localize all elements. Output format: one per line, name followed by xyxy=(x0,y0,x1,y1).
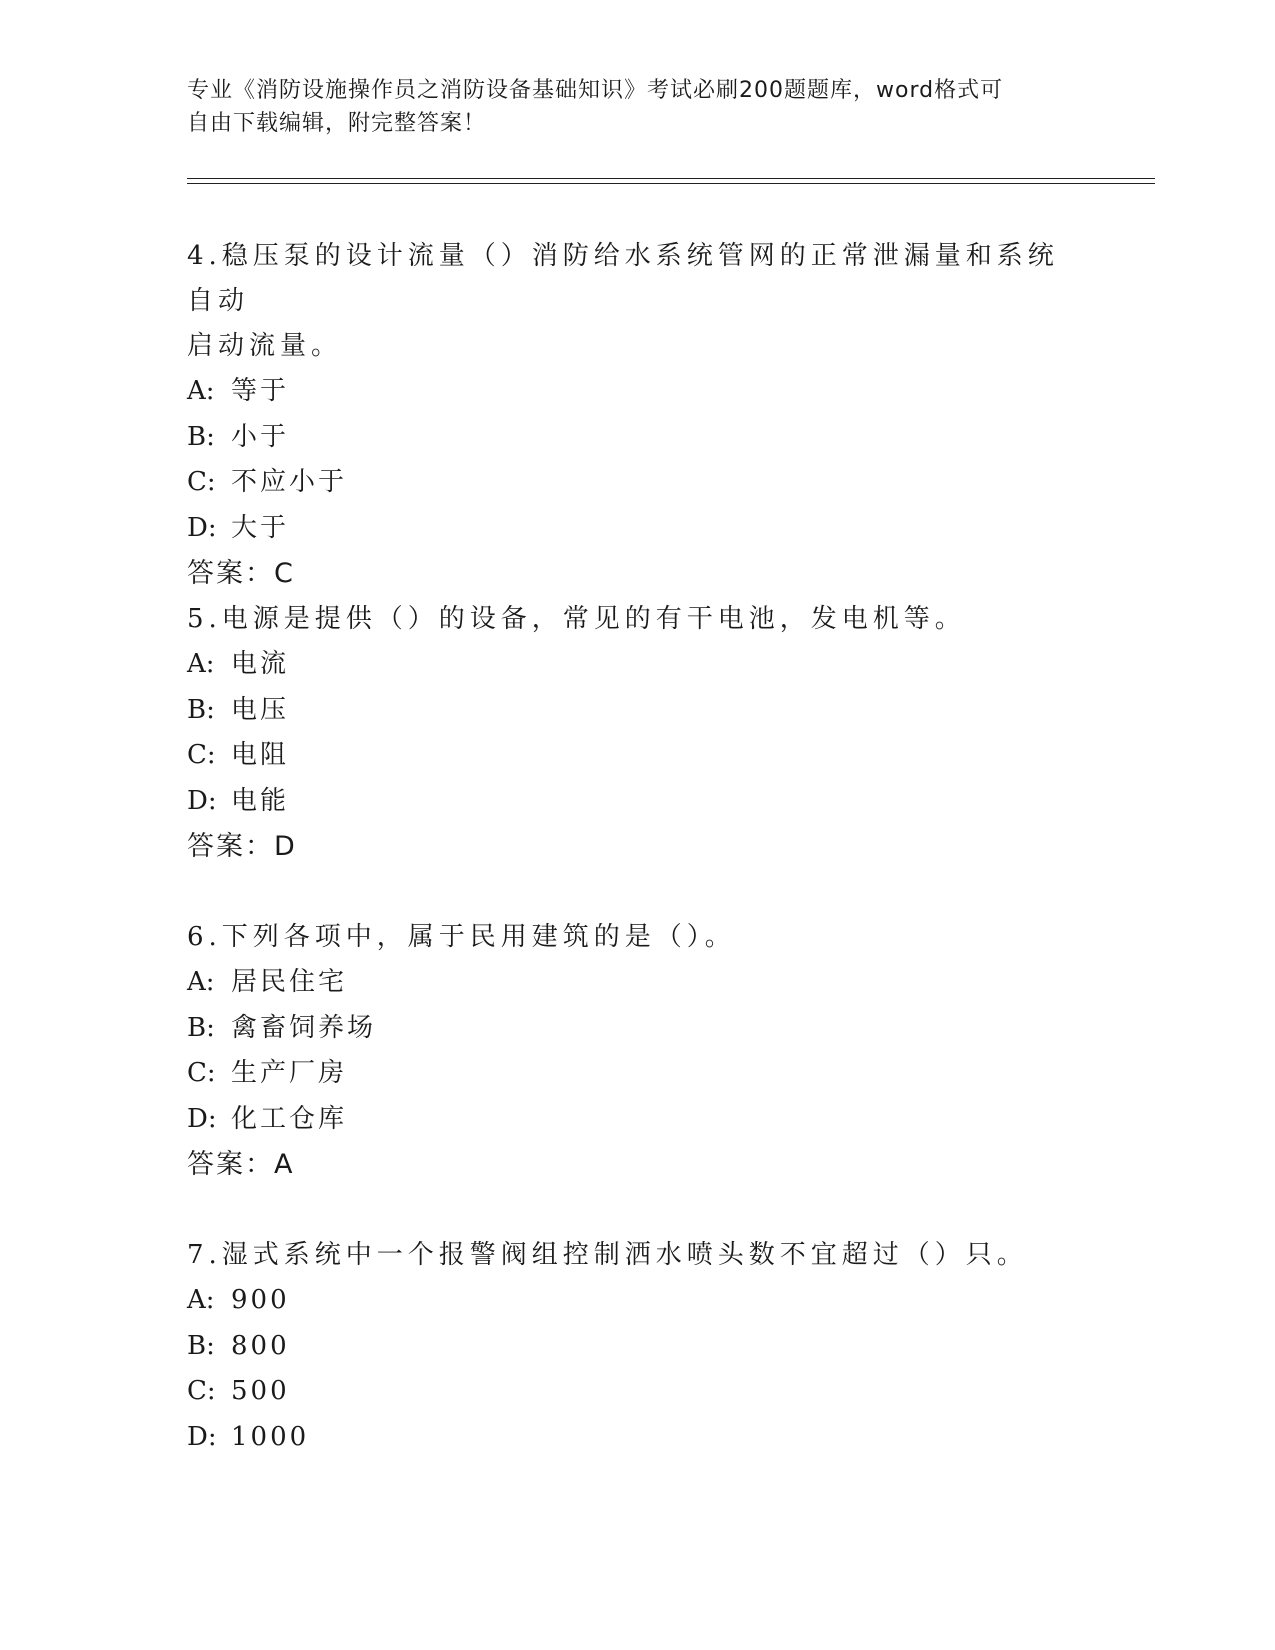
option-text: 900 xyxy=(231,1285,290,1315)
header-divider-top xyxy=(187,178,1155,179)
option-a xyxy=(187,1278,1087,1324)
option-b xyxy=(187,1324,1087,1370)
option-key: C: xyxy=(187,1376,216,1406)
option-text: 不应小于 xyxy=(231,467,348,497)
option-key: D: xyxy=(187,512,217,543)
option-text: 大于 xyxy=(231,512,290,543)
option-b xyxy=(187,688,1087,734)
option-a xyxy=(187,960,1087,1006)
question-stem-line-2: 启动流量。 xyxy=(187,331,343,361)
question-stem-line-1: 7.湿式系统中一个报警阀组控制洒水喷头数不宜超过（）只。 xyxy=(187,1240,1028,1270)
question-stem xyxy=(187,915,1087,960)
option-a xyxy=(187,369,1087,415)
question-7 xyxy=(187,1233,1087,1460)
question-stem-line-1: 5.电源是提供（）的设备，常见的有干电池，发电机等。 xyxy=(187,604,966,634)
option-key: A: xyxy=(187,376,215,406)
option-d xyxy=(187,1415,1087,1461)
option-text: 500 xyxy=(231,1376,290,1406)
option-text: 生产厂房 xyxy=(231,1058,348,1088)
option-key: B: xyxy=(187,694,215,725)
option-text: 电压 xyxy=(231,694,290,725)
option-c xyxy=(187,460,1087,506)
question-4 xyxy=(187,234,1087,597)
option-key: A: xyxy=(187,1285,215,1315)
option-text: 1000 xyxy=(231,1421,310,1452)
option-text: 800 xyxy=(231,1330,290,1361)
question-5 xyxy=(187,597,1087,870)
option-key: A: xyxy=(187,967,215,997)
option-key: C: xyxy=(187,740,216,770)
option-text: 小于 xyxy=(231,421,290,452)
question-stem xyxy=(187,234,1087,369)
question-stem-line-1: 6.下列各项中，属于民用建筑的是（）。 xyxy=(187,922,736,952)
option-d xyxy=(187,506,1087,552)
option-b xyxy=(187,1006,1087,1052)
option-text: 等于 xyxy=(231,376,290,406)
header-line-2: 自由下载编辑，附完整答案！ xyxy=(187,111,487,136)
option-key: B: xyxy=(187,421,215,452)
option-a xyxy=(187,642,1087,688)
option-text: 电流 xyxy=(231,649,290,679)
header-divider-bottom xyxy=(187,183,1155,184)
question-stem-line-1: 4.稳压泵的设计流量（）消防给水系统管网的正常泄漏量和系统自动 xyxy=(187,241,1059,316)
option-text: 化工仓库 xyxy=(231,1103,348,1134)
question-stem xyxy=(187,1233,1087,1278)
document-header xyxy=(187,74,1067,140)
option-key: D: xyxy=(187,1421,217,1452)
option-key: A: xyxy=(187,649,215,679)
option-key: C: xyxy=(187,1058,216,1088)
option-key: C: xyxy=(187,467,216,497)
question-stem xyxy=(187,597,1087,642)
option-b xyxy=(187,415,1087,461)
option-c xyxy=(187,1051,1087,1097)
option-key: B: xyxy=(187,1330,215,1361)
option-text: 电阻 xyxy=(231,740,290,770)
option-text: 居民住宅 xyxy=(231,967,348,997)
option-c xyxy=(187,733,1087,779)
option-c xyxy=(187,1369,1087,1415)
header-line-1: 专业《消防设施操作员之消防设备基础知识》考试必刷200题题库，word格式可 xyxy=(187,78,1004,103)
option-key: D: xyxy=(187,785,217,816)
answer-line: 答案：C xyxy=(187,558,295,589)
option-key: B: xyxy=(187,1012,215,1043)
option-d xyxy=(187,1097,1087,1143)
option-d xyxy=(187,779,1087,825)
option-text: 禽畜饲养场 xyxy=(231,1012,377,1043)
option-text: 电能 xyxy=(231,785,290,816)
option-key: D: xyxy=(187,1103,217,1134)
answer-line: 答案：D xyxy=(187,831,297,862)
answer-line: 答案：A xyxy=(187,1149,295,1180)
question-6 xyxy=(187,915,1087,1188)
